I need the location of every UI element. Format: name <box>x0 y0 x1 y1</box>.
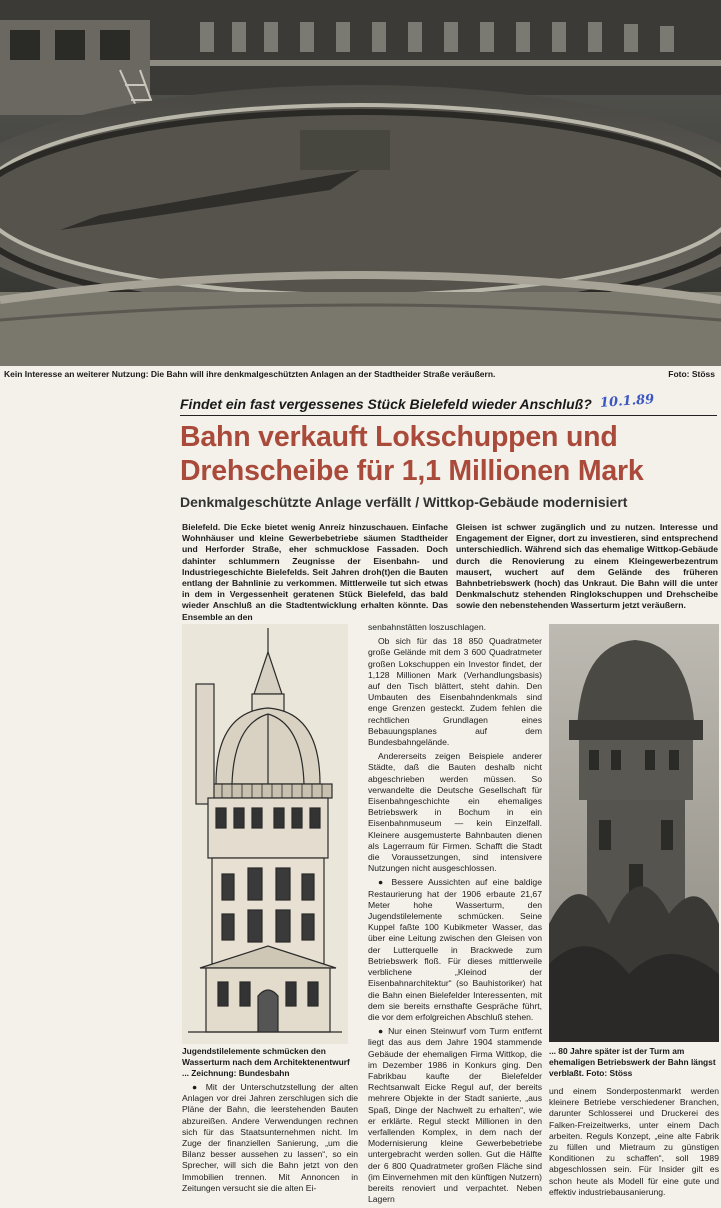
intro-right-text: Gleisen ist schwer zugänglich und zu nutzen. Interesse und Engagement der Eigner, dort zu investieren, sind entsprechend unterschiedlich. Während sich das ehemalige Wittkop-Gebäude durch die Renovierung zu einem Kleingewerbezentrum mausert, wuchert auf dem Gelände des früheren Bahnbetriebswerk (hoch) das Unkraut. Die Bahn will die unter Denkmalschutz stehenden Ringlokschuppen und Drehscheibe sowie den nebenstehenden Wasserturm jetzt veräußern. <box>456 522 718 611</box>
drawing-caption: Jugendstilelemente schmücken den Wasserturm nach dem Architektenentwurf ... Zeichnung: Bundesbahn <box>182 1046 350 1078</box>
water-tower-drawing <box>182 624 348 1044</box>
top-photo-credit: Foto: Stöss <box>668 369 715 379</box>
intro-left-column <box>182 522 448 626</box>
bottom-left-paragraph: ● Mit der Unterschutzstellung der alten Anlagen vor drei Jahren zerschlugen sich die Pläne der Bahn, die leerstehenden Bauten abzureißen. Andere Verwendungen rechnen sich für das Staatsunternehmen nicht. Im Zuge der finanziellen Sanierung, „um die Bilanz besser aussehen zu lassen“, so ein Sprecher, will sich die Bahn jetzt von den Immobilien trennen. Mit Annoncen in Zeitungen versucht sie die alten Ei- <box>182 1082 358 1193</box>
right-bottom-column <box>549 1086 719 1201</box>
mid-paragraph-1: senbahnstätten loszuschlagen. <box>368 622 487 632</box>
subhead: Denkmalgeschützte Anlage verfällt / Wittkop-Gebäude modernisiert <box>180 494 628 510</box>
handwritten-date: 10.1.89 <box>599 392 655 411</box>
top-photo-caption-text: Kein Interesse an weiterer Nutzung: Die Bahn will ihre denkmalgeschützten Anlagen an der Stadtheider Straße veräußern. <box>4 369 496 379</box>
intro-right-column <box>456 522 718 615</box>
right-bottom-paragraph: und einem Sonderpostenmarkt werden kleinere Betriebe verschiedener Branchen, darunter Schlosserei und Druckerei des Falken-Freizeitwerks, unter einem Dach arbeiten. Reguls Konzept, „eine alte Fabrik zu füllen und Mietraum zu günstigen Konditionen zu schaffen“, soll 1989 abgeschlossen sein. Für Insider gilt es schon heute als Modell für eine gute und effektiv industriebausanierung. <box>549 1086 719 1197</box>
mid-paragraph-3: Andererseits zeigen Beispiele anderer Städte, daß die Bauten deshalb nicht abgeschrieben werden müssen. So verwandelte die Deutsche Gesellschaft für Eisenbahngeschichte ein ehemaliges Betriebswerk in Bochum in ein Eisenbahnmuseum — kein Einzelfall. Kleinere ausgemusterte Bahnbauten dienen als Lagerraum für Firmen. Schafft die Stadt die Voraussetzungen, sind intensivere Nutzungen nicht ausgeschlossen. <box>368 751 542 874</box>
tower-photo-caption: ... 80 Jahre später ist der Turm am ehemaligen Betriebswerk der Bahn längst verblaßt. Foto: Stöss <box>549 1046 716 1078</box>
kicker: Findet ein fast vergessenes Stück Bielefeld wieder Anschluß? <box>180 396 592 412</box>
mid-paragraph-4: ● Bessere Aussichten auf eine baldige Restaurierung hat der 1906 erbaute 21,67 Meter hohe Wasserturm, den Jugendstilelemente schmücken. Seine Kuppel faßte 100 Kubikmeter Wasser, das über eine Leitung zwischen den Gleisen von der Lutterquelle in Brackwede zum Betriebswerk floß. Für dieses mittlerweile verblichene „Kleinod der Eisenbahnarchitektur“ (so Bauhistoriker) hat die Bahn einen Bielefelder Interessenten, mit dem sie bereits ernsthafte Gespräche führt, die vor dem erfolgreichen Abschluß stehen. <box>368 877 542 1022</box>
headline: Bahn verkauft Lokschuppen und Drehscheibe für 1,1 Millionen Mark <box>180 421 644 487</box>
top-photo-caption <box>4 369 719 379</box>
intro-left-text: Bielefeld. Die Ecke bietet wenig Anreiz hinzuschauen. Einfache Wohnhäuser und kleine Gewerbebetriebe säumen Stadtheider und Herforder Straße, eher schmucklose Fassaden. Doch dahinter schlummern Zeugnisse der Eisenbahn- und Industriegeschichte Bielefelds. Seit Jahren droh(t)en die Bauten entlang der Bahnlinie zu verkommen. Mittlerweile tut sich etwas in dem in Vergessenheit geratenen Stück Bielefeld, das bald wieder Anschluß an die Stadtentwicklung erhalten könnte. Das Ensemble an den <box>182 522 448 622</box>
water-tower-photo <box>549 624 719 1042</box>
kicker-rule <box>180 415 717 416</box>
bottom-left-column <box>182 1082 358 1197</box>
middle-column <box>368 622 542 1208</box>
turntable-photo <box>0 0 721 366</box>
mid-paragraph-5: ● Nur einen Steinwurf vom Turm entfernt liegt das aus dem Jahre 1904 stammende Gebäude der ehemaligen Firma Wittkop, die im Dezember 1986 in Konkurs ging. Den Fabrikbau kaufte der Bielefelder Rechtsanwalt Eicke Regul auf, der bereits mehrere Objekte in der Stadt sanierte, „aus Spaß, Dinge der Nachwelt zu erhalten“, wie er erklärte. Regul steckt Millionen in den verfallenden Komplex, in dem nach der Modernisierung kleine Gewerbebetriebe untergebracht werden sollen. Gut die Hälfte der 6 800 Quadratmeter großen Fläche sind (im Einvernehmen mit den künftigen Nutzern) bereits renoviert und verpachtet. Neben Lagern <box>368 1026 542 1205</box>
mid-paragraph-2: Ob sich für das 18 850 Quadratmeter große Gelände mit dem 3 600 Quadratmeter großen Lokschuppen ein Investor findet, der 1,128 Millionen Mark (Verhandlungsbasis) auf den Tisch blättert, steht dahin. Den Umbauten des Eisenbahndenkmals sind enge Grenzen gesteckt. Zudem fehlen die rechtlichen Grundlagen eines Bebauungsplanes auf dem Bundesbahngelände. <box>368 636 542 748</box>
